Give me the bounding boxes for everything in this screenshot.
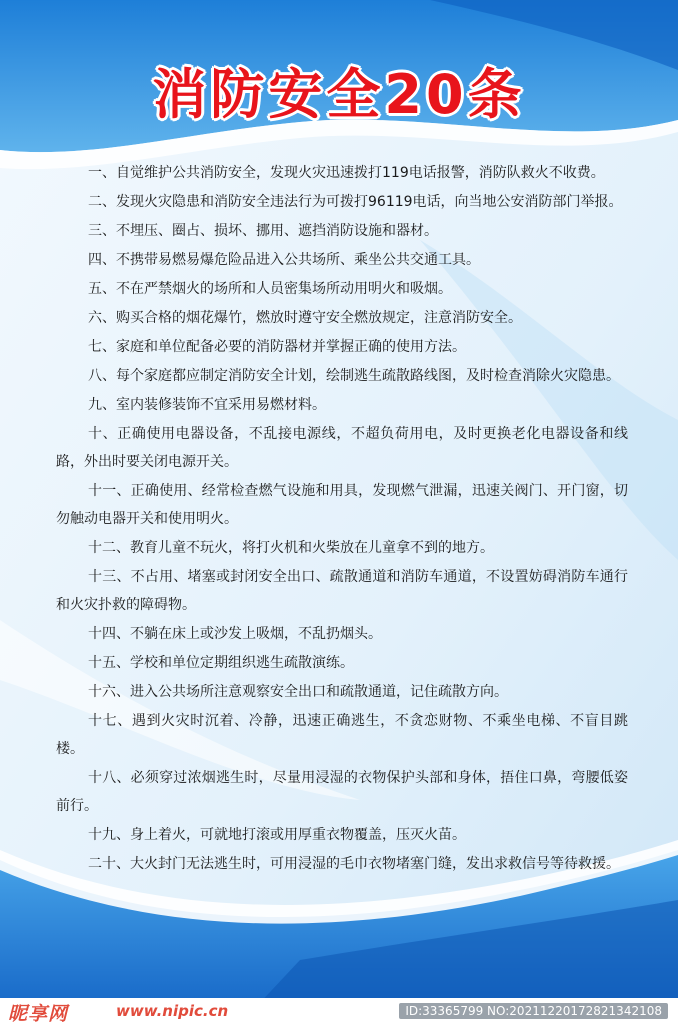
rule-item: 五、不在严禁烟火的场所和人员密集场所动用明火和吸烟。 (88, 281, 452, 297)
watermark-url: www.nipic.cn (116, 1002, 229, 1020)
rule-item: 十三、不占用、堵塞或封闭安全出口、疏散通道和消防车通道，不设置妨碍消防车通行和火灾扑救的障碍物。 (56, 569, 628, 613)
rule-item: 二十、大火封门无法逃生时，可用浸湿的毛巾衣物堵塞门缝，发出求救信号等待救援。 (88, 856, 620, 872)
rule-item: 十九、身上着火，可就地打滚或用厚重衣物覆盖，压灭火苗。 (88, 827, 466, 843)
rule-item: 一、自觉维护公共消防安全，发现火灾迅速拨打119电话报警，消防队救火不收费。 (88, 165, 605, 181)
rule-item: 十、正确使用电器设备，不乱接电源线，不超负荷用电，及时更换老化电器设备和线路，外出时要关闭电源开关。 (56, 426, 628, 470)
rule-item: 三、不埋压、圈占、损坏、挪用、遮挡消防设施和器材。 (88, 223, 438, 239)
rule-item: 十二、教育儿童不玩火，将打火机和火柴放在儿童拿不到的地方。 (88, 540, 494, 556)
rule-item: 十八、必须穿过浓烟逃生时，尽量用浸湿的衣物保护头部和身体，捂住口鼻，弯腰低姿前行。 (56, 770, 628, 814)
rule-item: 八、每个家庭都应制定消防安全计划，绘制逃生疏散路线图，及时检查消除火灾隐患。 (88, 368, 620, 384)
rule-item: 十六、进入公共场所注意观察安全出口和疏散通道，记住疏散方向。 (88, 684, 508, 700)
rule-item: 四、不携带易燃易爆危险品进入公共场所、乘坐公共交通工具。 (88, 252, 480, 268)
watermark-id: ID:33365799 NO:20211220172821342108 (399, 1003, 668, 1019)
rule-item: 十四、不躺在床上或沙发上吸烟，不乱扔烟头。 (88, 626, 382, 642)
rule-item: 六、购买合格的烟花爆竹，燃放时遵守安全燃放规定，注意消防安全。 (88, 310, 522, 326)
rule-item: 十七、遇到火灾时沉着、冷静，迅速正确逃生，不贪恋财物、不乘坐电梯、不盲目跳楼。 (56, 713, 628, 757)
poster-title: 消防安全20条 (152, 63, 526, 126)
rule-item: 二、发现火灾隐患和消防安全违法行为可拨打96119电话，向当地公安消防部门举报。 (88, 194, 623, 210)
watermark-bar (0, 998, 678, 1024)
rule-item: 九、室内装修装饰不宜采用易燃材料。 (88, 397, 326, 413)
rules-list (56, 159, 628, 879)
rule-item: 七、家庭和单位配备必要的消防器材并掌握正确的使用方法。 (88, 339, 466, 355)
rule-item: 十一、正确使用、经常检查燃气设施和用具，发现燃气泄漏，迅速关阀门、开门窗，切勿触动电器开关和使用明火。 (56, 483, 628, 527)
rule-item: 十五、学校和单位定期组织逃生疏散演练。 (88, 655, 354, 671)
watermark-logo: 昵享网 (8, 1003, 69, 1024)
